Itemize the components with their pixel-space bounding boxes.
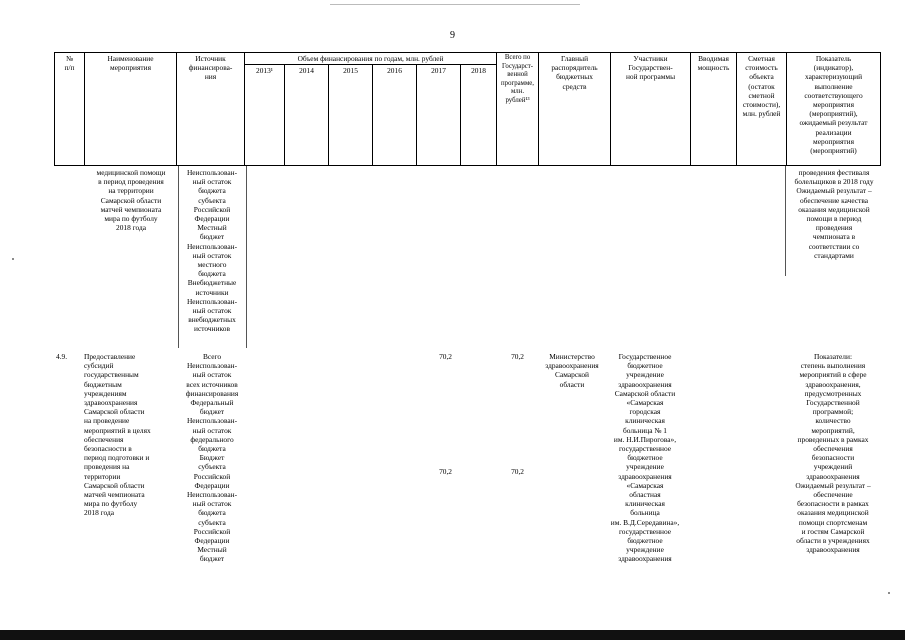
value-total: 70,2 xyxy=(511,352,524,361)
header-year: 2015 xyxy=(329,65,373,166)
row-sources: Всего Неиспользован- ный остаток всех источников финансирования Федеральный бюджет Неиспользован- ный остаток федерального бюджета Бюджет субъекта Российской Федерации Неиспользован- ный остаток бюджета субъекта Российской Федерации Местный бюджет xyxy=(185,352,239,564)
scan-speck xyxy=(12,258,14,260)
continuation-indicator: проведения фестиваля болельщиков в 2018 году Ожидаемый результат – обеспечение качества оказания медицинской помощи в период проведения чемпионата в соответствии со стандартами xyxy=(794,168,874,260)
row-number: 4.9. xyxy=(56,352,68,361)
continuation-name: медицинской помощи в период проведения на территории Самарской области матчей чемпионата мира по футболу 2018 года xyxy=(96,168,166,233)
row-manager: Министерство здравоохранения Самарской области xyxy=(545,352,599,389)
header-indicator: Показатель (индикатор), характеризующий выполнение соответствующего мероприятия (мероприятий), ожидаемый результат реализации мероприятия (мероприятий) xyxy=(787,53,881,166)
scan-edge xyxy=(0,630,905,640)
value-2017-regional: 70,2 xyxy=(439,467,452,476)
header-estimated-cost: Сметная стоимость объекта (остаток сметной стоимости), млн. рублей xyxy=(737,53,787,166)
continuation-sources: Неиспользован- ный остаток бюджета субъекта Российской Федерации Местный бюджет Неиспользован- ный остаток местного бюджета Внебюджетные источники Неиспользован- ный остаток внебюджетных источников xyxy=(186,168,238,334)
header-year: 2017 xyxy=(417,65,461,166)
scan-speck xyxy=(888,592,890,594)
header-volume: Объем финансирования по годам, млн. рублей xyxy=(245,53,497,65)
header-participants: Участники Государствен- ной программы xyxy=(611,53,691,166)
header-source: Источник финансирова- ния xyxy=(177,53,245,166)
top-margin-line xyxy=(330,4,580,5)
value-2017-total: 70,2 xyxy=(439,352,452,361)
header-year: 2014 xyxy=(285,65,329,166)
header-num: № п/п xyxy=(55,53,85,166)
row-indicator: Показатели: степень выполнения мероприятий в сфере здравоохранения, предусмотренных Государственной программой; количество мероприятий, проведенных в рамках обеспечения безопасности учреждений здравоохранения Ожидаемый результат – обеспечение безопасности в рамках оказания медицинской помощи спортсменам и гостям Самарской области в учреждениях здравоохранения xyxy=(795,352,871,555)
header-main-manager: Главный распорядитель бюджетных средств xyxy=(539,53,611,166)
row-participants: Государственное бюджетное учреждение здравоохранения Самарской области «Самарская городская клиническая больница № 1 им. Н.И.Пирогова», государственное бюджетное учреждение здравоохранения «Самарская областная клиническая больница им. В.Д.Середавина», государственное бюджетное учреждение здравоохранения xyxy=(610,352,680,564)
header-capacity: Вводимая мощность xyxy=(691,53,737,166)
column-divider xyxy=(246,166,247,348)
table-header xyxy=(54,52,881,166)
header-name: Наименование мероприятия xyxy=(85,53,177,166)
header-year: 2016 xyxy=(373,65,417,166)
value-total-regional: 70,2 xyxy=(511,467,524,476)
header-year: 2018 xyxy=(461,65,497,166)
page-number: 9 xyxy=(450,30,455,41)
header-year: 2013¹ xyxy=(245,65,285,166)
row-name: Предоставление субсидий государственным бюджетным учреждениям здравоохранения Самарской области на проведение мероприятий в целях обеспечения безопасности в период подготовки и проведения на территории Самарской области матчей чемпионата мира по футболу 2018 года xyxy=(84,352,151,518)
header-total: Всего по Государст- венной программе, млн. рублей¹³ xyxy=(497,53,539,166)
